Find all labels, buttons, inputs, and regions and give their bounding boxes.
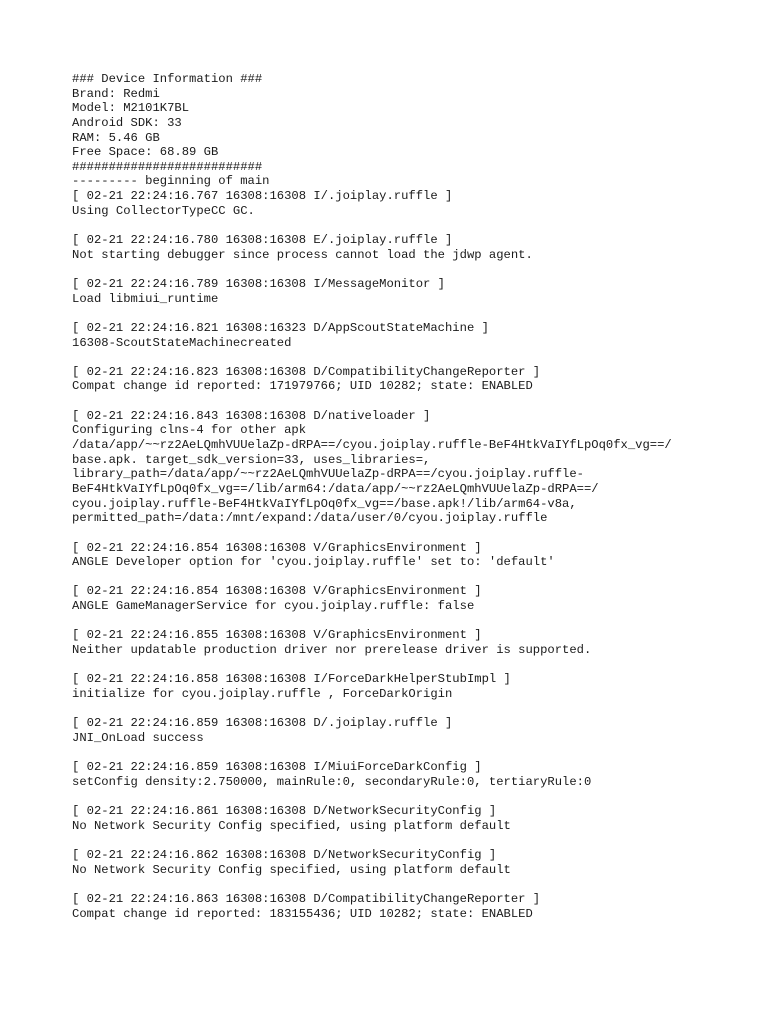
blank-line	[72, 702, 722, 717]
log-entry	[72, 233, 722, 277]
log-entry-message: No Network Security Config specified, using platform default	[72, 818, 511, 833]
log-entry-header: [ 02-21 22:24:16.863 16308:16308 D/CompatibilityChangeReporter ]	[72, 891, 541, 906]
log-entry-message: permitted_path=/data:/mnt/expand:/data/user/0/cyou.joiplay.ruffle	[72, 511, 548, 526]
blank-line	[72, 350, 722, 365]
log-entry	[72, 409, 722, 541]
blank-line	[72, 745, 722, 760]
log-entry-message: Configuring clns-4 for other apk	[72, 423, 307, 438]
log-entry-message: No Network Security Config specified, using platform default	[72, 862, 511, 877]
log-entry	[72, 672, 722, 716]
log-entry	[72, 848, 722, 892]
device-info-line: Model: M2101K7BL	[72, 101, 190, 116]
device-info-line: Brand: Redmi	[72, 86, 160, 101]
device-info-line: ### Device Information ###	[72, 72, 263, 86]
blank-line	[72, 614, 722, 629]
blank-line	[72, 833, 722, 848]
log-entry	[72, 716, 722, 760]
log-entry	[72, 277, 722, 321]
log-entry	[72, 804, 722, 848]
log-entry	[72, 584, 722, 628]
blank-line	[72, 789, 722, 804]
blank-line	[72, 218, 722, 233]
device-information-block	[72, 72, 722, 189]
log-entry-header: [ 02-21 22:24:16.821 16308:16323 D/AppScoutStateMachine ]	[72, 320, 489, 335]
device-info-line: RAM: 5.46 GB	[72, 130, 160, 145]
log-entry-header: [ 02-21 22:24:16.843 16308:16308 D/nativeloader ]	[72, 408, 431, 423]
log-entry-message: Using CollectorTypeCC GC.	[72, 203, 255, 218]
device-info-line: Android SDK: 33	[72, 115, 182, 130]
log-entry-message: setConfig density:2.750000, mainRule:0, secondaryRule:0, tertiaryRule:0	[72, 774, 592, 789]
log-entry-message: BeF4HtkVaIYfLpOq0fx_vg==/lib/arm64:/data/app/~~rz2AeLQmhVUUelaZp-dRPA==/	[72, 481, 599, 496]
log-entry-header: [ 02-21 22:24:16.862 16308:16308 D/NetworkSecurityConfig ]	[72, 847, 497, 862]
log-entry-message: Not starting debugger since process cannot load the jdwp agent.	[72, 247, 533, 262]
blank-line	[72, 394, 722, 409]
log-entry	[72, 628, 722, 672]
log-entry-header: [ 02-21 22:24:16.858 16308:16308 I/ForceDarkHelperStubImpl ]	[72, 672, 511, 687]
log-entry-header: [ 02-21 22:24:16.780 16308:16308 E/.joiplay.ruffle ]	[72, 233, 453, 248]
log-entry	[72, 760, 722, 804]
blank-line	[72, 306, 722, 321]
device-info-line: ##########################	[72, 159, 263, 174]
log-entry-message: library_path=/data/app/~~rz2AeLQmhVUUelaZp-dRPA==/cyou.joiplay.ruffle-	[72, 467, 584, 482]
blank-line	[72, 526, 722, 541]
log-entry-header: [ 02-21 22:24:16.823 16308:16308 D/CompatibilityChangeReporter ]	[72, 364, 541, 379]
log-entry-header: [ 02-21 22:24:16.789 16308:16308 I/MessageMonitor ]	[72, 276, 445, 291]
blank-line	[72, 570, 722, 585]
log-entry-header: [ 02-21 22:24:16.767 16308:16308 I/.joiplay.ruffle ]	[72, 189, 453, 204]
log-entry-message: Compat change id reported: 171979766; UID 10282; state: ENABLED	[72, 379, 533, 394]
device-info-line: --------- beginning of main	[72, 174, 270, 189]
log-entry-header: [ 02-21 22:24:16.861 16308:16308 D/NetworkSecurityConfig ]	[72, 804, 497, 819]
log-entry	[72, 365, 722, 409]
log-document	[72, 72, 722, 921]
log-entry-message: Load libmiui_runtime	[72, 291, 219, 306]
log-entry	[72, 189, 722, 233]
log-entry-header: [ 02-21 22:24:16.859 16308:16308 D/.joiplay.ruffle ]	[72, 716, 453, 731]
device-info-line: Free Space: 68.89 GB	[72, 145, 219, 160]
log-entry-message: 16308-ScoutStateMachinecreated	[72, 335, 292, 350]
log-entry-header: [ 02-21 22:24:16.859 16308:16308 I/MiuiForceDarkConfig ]	[72, 760, 482, 775]
log-entry	[72, 541, 722, 585]
log-entry-message: cyou.joiplay.ruffle-BeF4HtkVaIYfLpOq0fx_vg==/base.apk!/lib/arm64-v8a,	[72, 496, 577, 511]
log-entry-header: [ 02-21 22:24:16.854 16308:16308 V/GraphicsEnvironment ]	[72, 584, 482, 599]
log-entry-message: initialize for cyou.joiplay.ruffle , ForceDarkOrigin	[72, 686, 453, 701]
log-entry-header: [ 02-21 22:24:16.855 16308:16308 V/GraphicsEnvironment ]	[72, 628, 482, 643]
blank-line	[72, 877, 722, 892]
log-entry-message: base.apk. target_sdk_version=33, uses_libraries=,	[72, 452, 431, 467]
log-entry-message: ANGLE Developer option for 'cyou.joiplay.ruffle' set to: 'default'	[72, 555, 555, 570]
log-entry-message: Neither updatable production driver nor prerelease driver is supported.	[72, 642, 592, 657]
log-entry	[72, 321, 722, 365]
log-entry-message: Compat change id reported: 183155436; UID 10282; state: ENABLED	[72, 906, 533, 921]
blank-line	[72, 262, 722, 277]
blank-line	[72, 658, 722, 673]
log-entry-header: [ 02-21 22:24:16.854 16308:16308 V/GraphicsEnvironment ]	[72, 540, 482, 555]
log-entry	[72, 892, 722, 921]
log-entry-message: JNI_OnLoad success	[72, 730, 204, 745]
log-entry-message: /data/app/~~rz2AeLQmhVUUelaZp-dRPA==/cyou.joiplay.ruffle-BeF4HtkVaIYfLpOq0fx_vg==/	[72, 438, 672, 453]
log-entries	[72, 189, 722, 921]
log-entry-message: ANGLE GameManagerService for cyou.joiplay.ruffle: false	[72, 599, 475, 614]
